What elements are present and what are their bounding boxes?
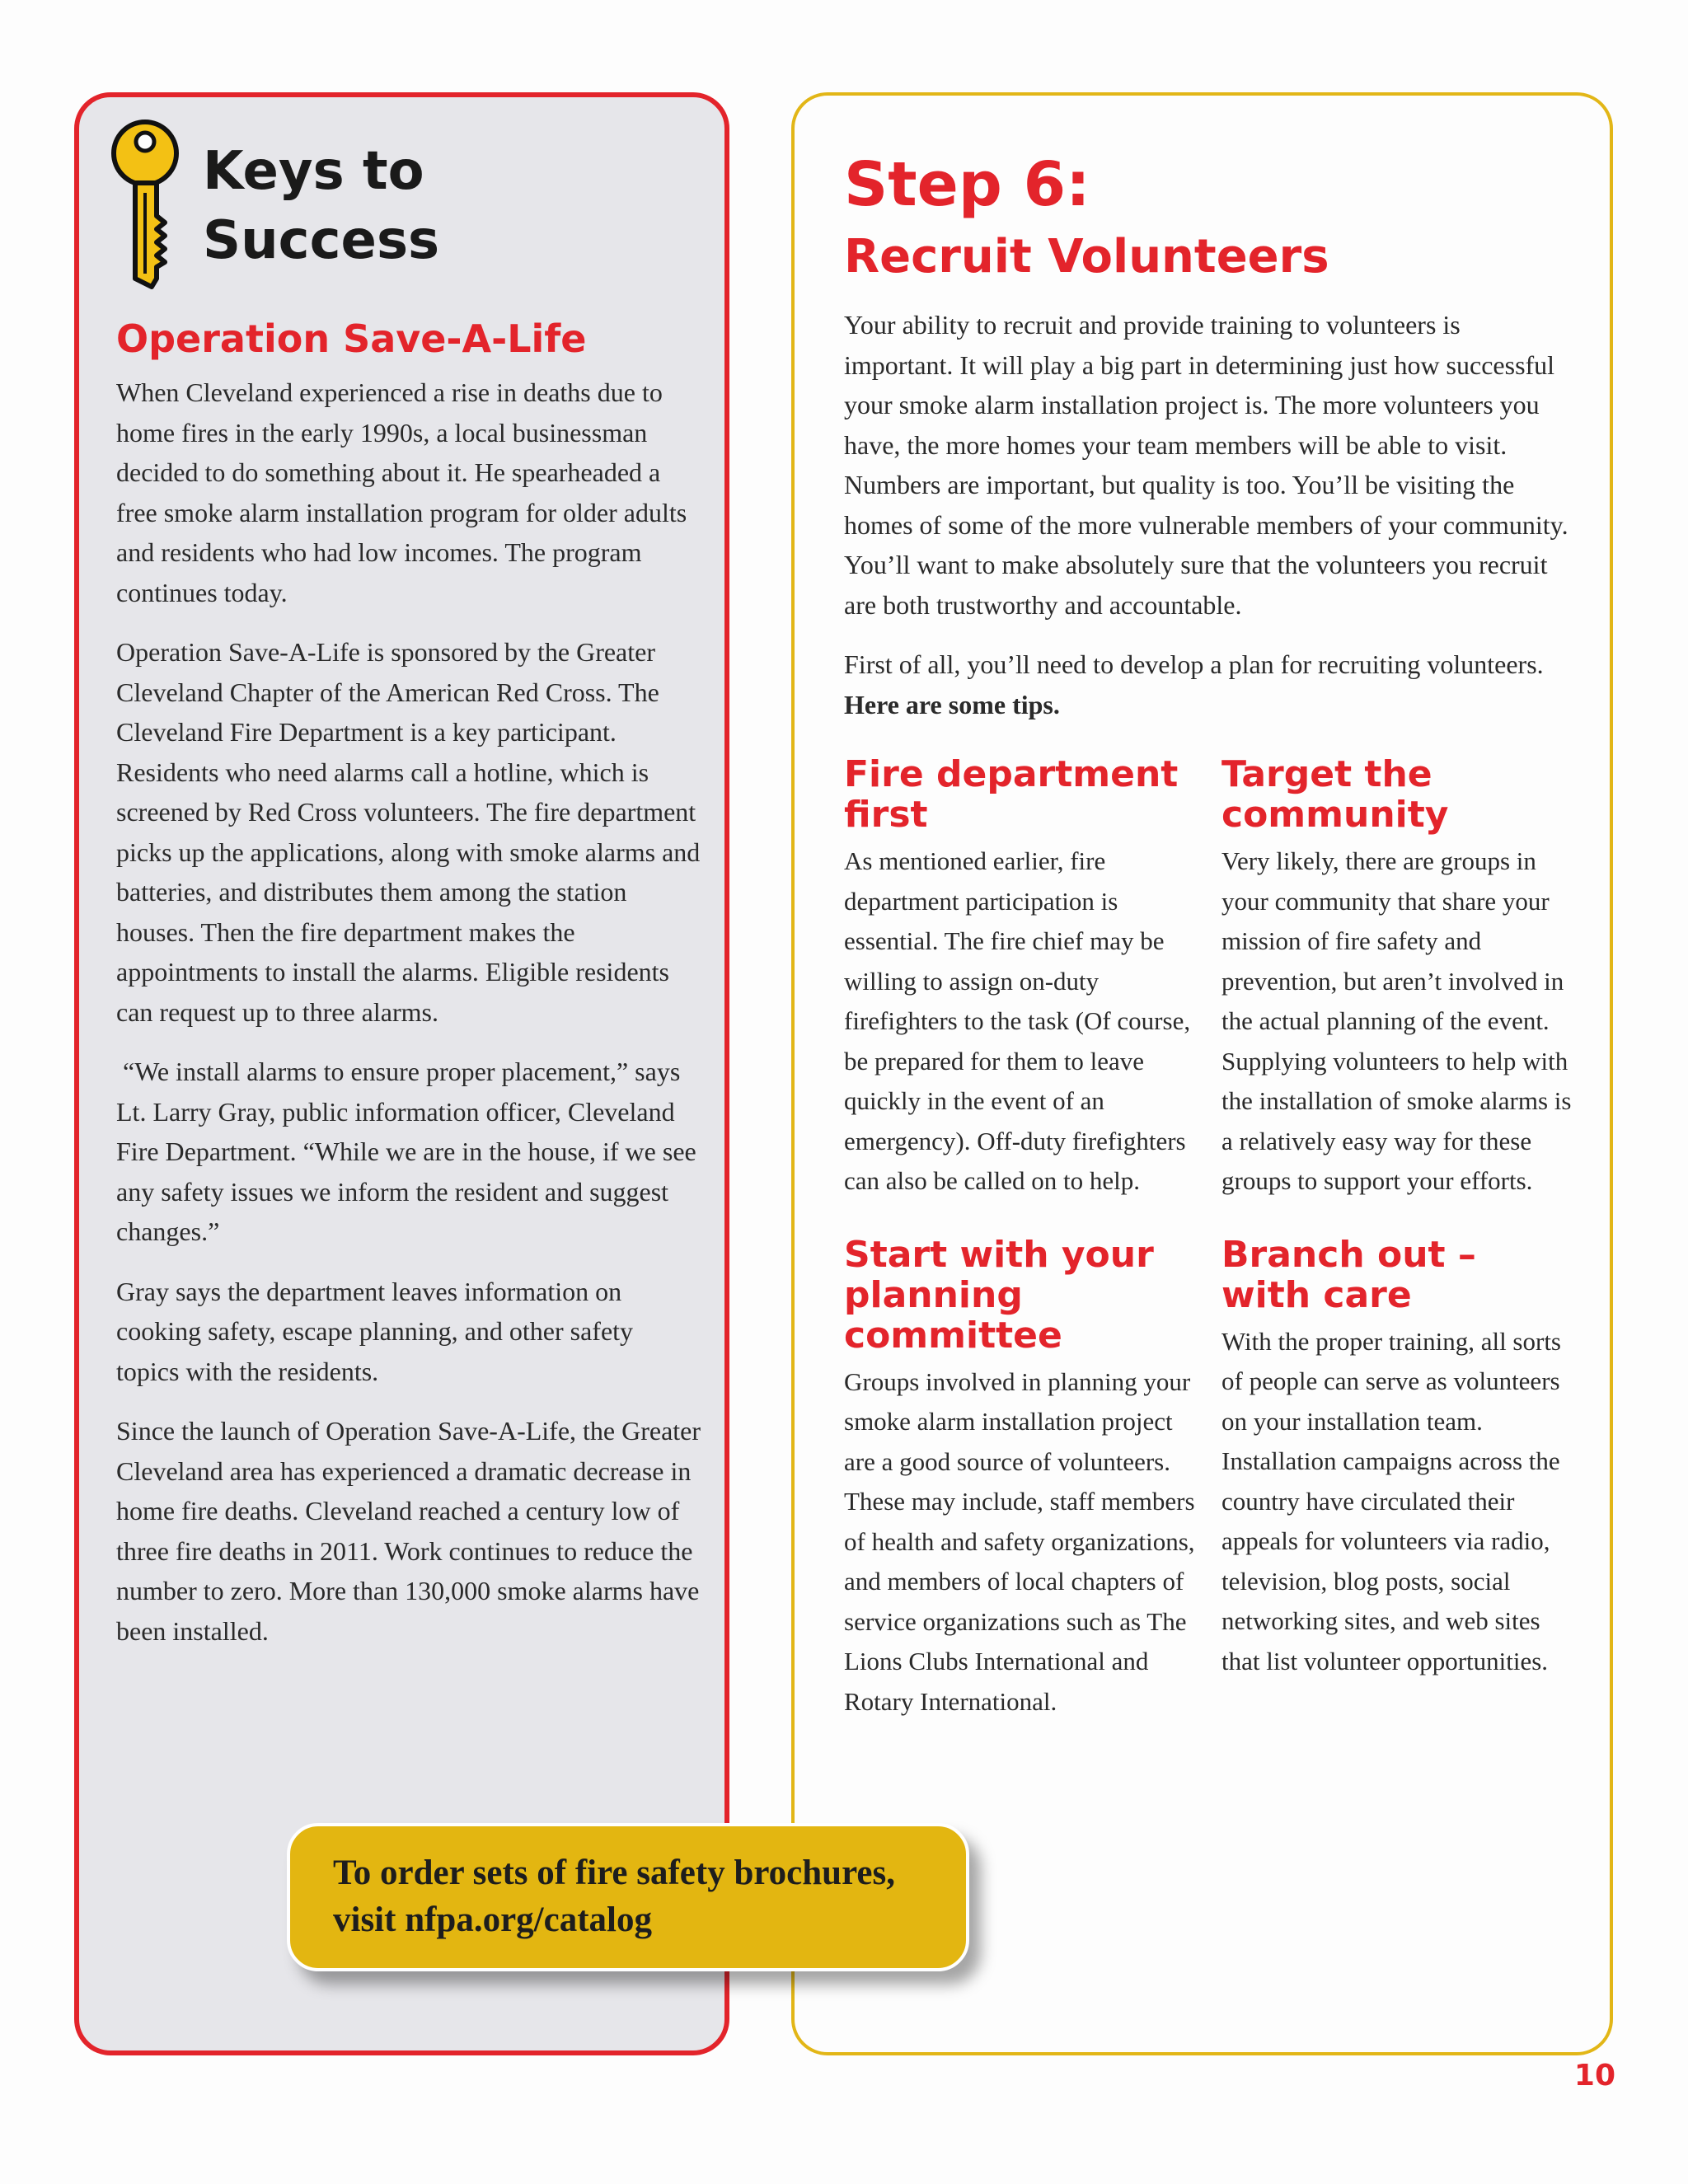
tip-heading: Fire department first [844, 753, 1179, 836]
left-paragraph-1: When Cleveland experienced a rise in deaths due to home fires in the early 1990s, a local businessman decided to do something about it. He spearheaded a free smoke alarm installation program for older adults and residents who had low incomes. The program continues today. [116, 377, 687, 607]
tip-fire-department-first [844, 754, 1197, 1202]
step-subtitle: Recruit Volunteers [844, 230, 1329, 284]
heading-line-1: Keys to [203, 141, 424, 202]
left-content [116, 313, 701, 1671]
callout-line-1: To order sets of fire safety brochures, [333, 1854, 895, 1892]
heading-line-2: Success [203, 210, 440, 271]
intro-paragraph: Your ability to recruit and provide training to volunteers is important. It will play a big part in determining just how successful your smoke alarm installation project is. The more volunteers you have, the more homes your team members will be able to visit. Numbers are important, but quality is too. You’ll be visiting the homes of some of the more vulnerable members of your community. You’ll want to make absolutely sure that the volunteers you recruit are both trustworthy and accountable. [844, 310, 1568, 620]
left-paragraph-4: Gray says the department leaves information on cooking safety, escape planning, and other safety topics with the residents. [116, 1276, 634, 1386]
catalog-link[interactable]: visit nfpa.org/catalog [333, 1900, 652, 1939]
key-icon [109, 117, 181, 290]
tip-body: Very likely, there are groups in your community that share your mission of fire safety and prevention, but aren’t involved in the actual planning of the event. Supplying volunteers to help with the installation of smoke alarms is a relatively easy way for these groups to support your efforts. [1221, 846, 1572, 1195]
tip-heading: Branch out – with care [1221, 1233, 1476, 1316]
order-brochures-callout [287, 1823, 969, 1971]
operation-save-a-life-heading: Operation Save-A-Life [116, 316, 587, 361]
tip-heading: Start with your planning committee [844, 1233, 1154, 1357]
tip-body: As mentioned earlier, fire department participation is essential. The fire chief may be willing to assign on-duty firefighters to the task (Of course, be prepared for them to leave quickly in the event of an emergency). Off-duty firefighters can also be called on to help. [844, 846, 1191, 1195]
plan-text: First of all, you’ll need to develop a plan for recruiting volunteers. [844, 649, 1544, 679]
tips-grid [844, 753, 1572, 1755]
right-content [844, 145, 1572, 1755]
step-6-panel [791, 92, 1613, 2055]
tip-branch-out [1221, 1235, 1576, 1722]
left-paragraph-2: Operation Save-A-Life is sponsored by the Greater Cleveland Chapter of the American Red Cross. The Cleveland Fire Department is a key participant. Residents who need alarms call a hotline, which is screened by Red Cross volunteers. The fire department picks up the applications, along with smoke alarms and batteries, and distributes them among the station houses. Then the fire department makes the appointments to install the alarms. Eligible residents can request up to three alarms. [116, 637, 701, 1027]
step-title: Step 6: [844, 149, 1090, 220]
plan-paragraph [844, 644, 1569, 724]
tip-heading: Target the community [1221, 753, 1449, 836]
plan-bold-text: Here are some tips. [844, 689, 1060, 719]
keys-to-success-panel [74, 92, 729, 2055]
tip-start-with-planning-committee [844, 1235, 1197, 1722]
tip-body: Groups involved in planning your smoke alarm installation project are a good source of volunteers. These may include, staff members of health and safety organizations, and members of local chapters of service organizations such as The Lions Clubs International and Rotary International. [844, 1366, 1195, 1716]
tip-target-the-community [1221, 754, 1576, 1202]
tip-body: With the proper training, all sorts of people can serve as volunteers on your installation team. Installation campaigns across the country have circulated their appeals for volunteers via radio, television, blog posts, social networking sites, and web sites that list volunteer opportunities. [1221, 1326, 1561, 1675]
left-paragraph-5: Since the launch of Operation Save-A-Life, the Greater Cleveland area has experienced a dramatic decrease in home fire deaths. Cleveland reached a century low of three fire deaths in 2011. Work continues to reduce the number to zero. More than 130,000 smoke alarms have been installed. [116, 1416, 701, 1646]
callout-text [333, 1849, 925, 1943]
keys-to-success-heading [203, 137, 664, 275]
left-paragraph-3: “We install alarms to ensure proper placement,” says Lt. Larry Gray, public information officer, Cleveland Fire Department. “While we are in the house, if we see any safety issues we inform the resident and suggest changes.” [116, 1057, 696, 1246]
page-number: 10 [1573, 2059, 1615, 2093]
